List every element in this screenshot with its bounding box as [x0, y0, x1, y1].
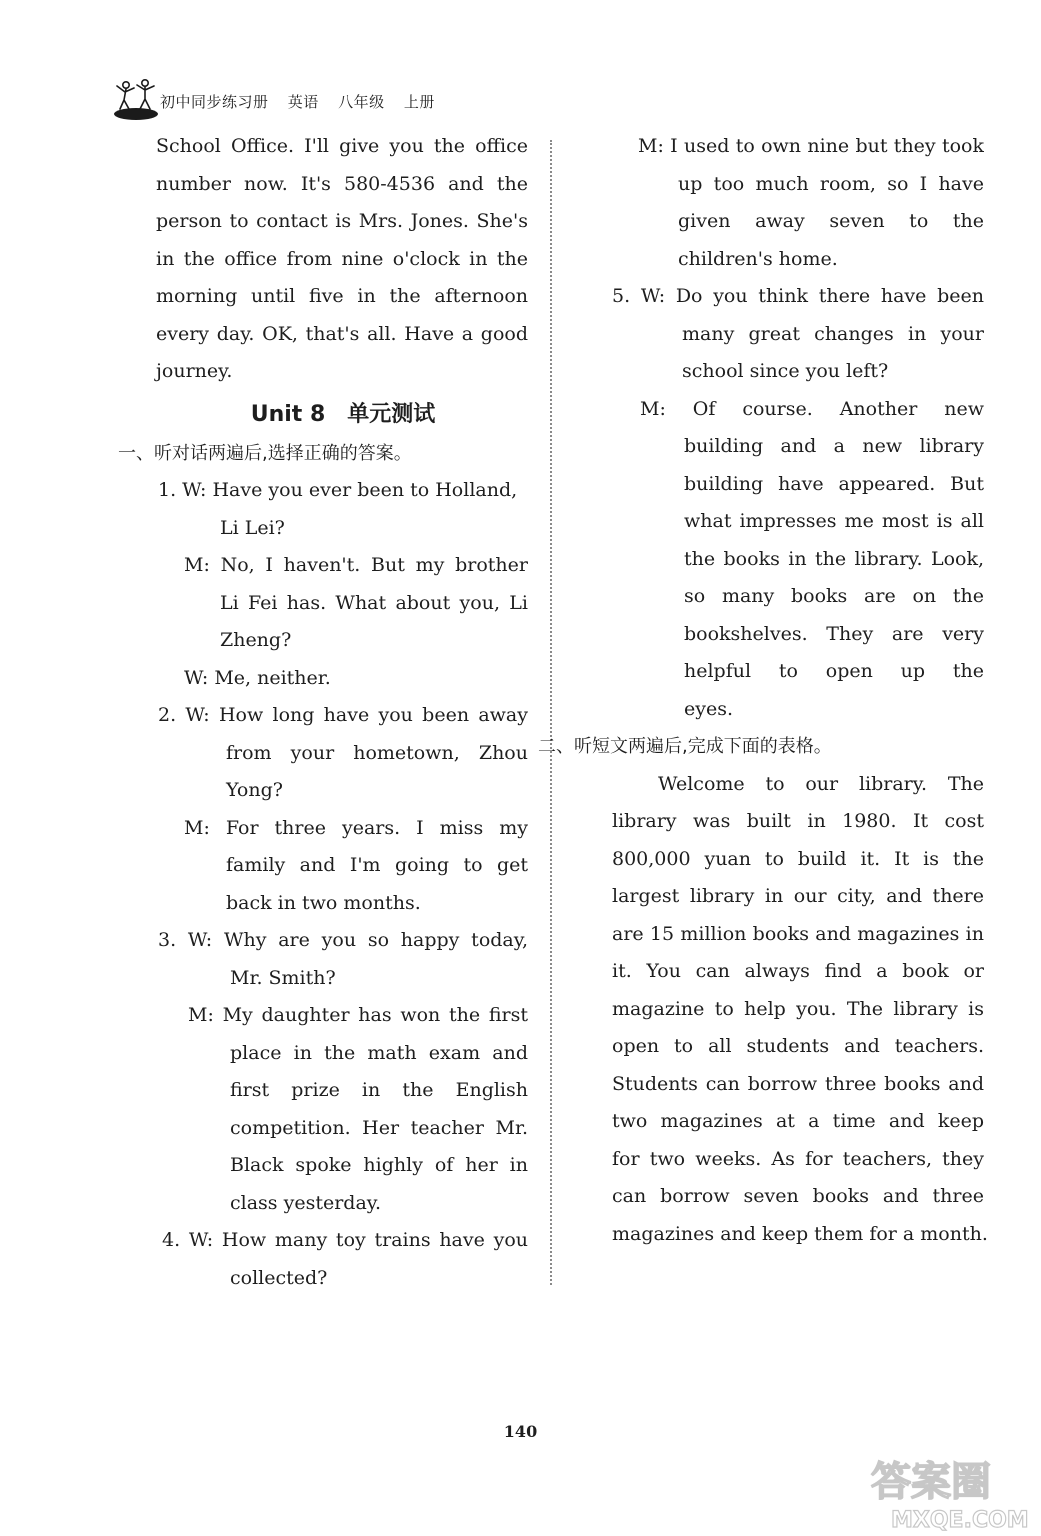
text-line: Black spoke highly of her in — [230, 1154, 528, 1176]
text-line: 3. W: Why are you so happy today, — [158, 929, 528, 951]
text-line: Li Lei? — [220, 516, 285, 539]
column-divider — [550, 140, 552, 1285]
text-line: given away seven to the — [678, 210, 984, 232]
text-line: library was built in 1980. It cost — [612, 810, 984, 832]
page-header — [112, 76, 472, 126]
left-column — [118, 128, 528, 1297]
text-line: what impresses me most is all — [684, 510, 984, 532]
book-name: 初中同步练习册 — [160, 93, 269, 111]
text-line: every day. OK, that's all. Have a good — [156, 322, 528, 345]
text-line: back in two months. — [226, 891, 421, 914]
text-line: M: I used to own nine but they took — [638, 135, 984, 157]
text-line: helpful to open up the — [684, 660, 984, 682]
watermark-url: MXQE.COM — [891, 1508, 1029, 1533]
text-line: M: My daughter has won the first — [188, 1004, 528, 1026]
text-line: School Office. I'll give you the office — [156, 135, 528, 157]
text-line: magazines and keep them for a month. — [612, 1222, 988, 1245]
text-line: 1. W: Have you ever been to Holland, — [158, 479, 518, 501]
text-line: M: Of course. Another new — [640, 397, 984, 420]
text-line: school since you left? — [682, 360, 889, 382]
students-logo-icon — [112, 76, 160, 122]
text-line: 2. W: How long have you been away — [158, 704, 528, 726]
text-line: largest library in our city, and there — [612, 885, 984, 907]
text-line: M: For three years. I miss my — [184, 816, 528, 839]
page-number: 140 — [503, 1422, 538, 1441]
text-line: W: Me, neither. — [184, 666, 331, 689]
text-line: 800,000 yuan to build it. It is the — [612, 847, 984, 870]
text-line: the books in the library. Look, — [684, 547, 984, 570]
text-line: family and I'm going to get — [226, 854, 528, 876]
text-line: many great changes in your — [682, 322, 984, 345]
right-column — [538, 128, 988, 1253]
text-line: building and a new library — [684, 435, 984, 457]
unit-title: Unit 8 单元测试 — [250, 401, 436, 427]
text-line: collected? — [230, 1266, 328, 1289]
text-line: Welcome to our library. The — [658, 772, 984, 795]
grade-name: 八年级 — [338, 93, 385, 111]
text-line: Students can borrow three books and — [612, 1072, 984, 1095]
text-line: can borrow seven books and three — [612, 1185, 984, 1207]
text-line: so many books are on the — [684, 585, 984, 607]
book-title — [160, 91, 449, 112]
text-line: Yong? — [226, 779, 283, 801]
text-line: from your hometown, Zhou — [226, 741, 528, 764]
text-line: two magazines at a time and keep — [612, 1110, 984, 1132]
text-line: children's home. — [678, 247, 838, 270]
watermark-logo-icon — [855, 1455, 1035, 1533]
text-line: bookshelves. They are very — [684, 622, 984, 645]
text-line: journey. — [156, 360, 233, 382]
text-line: 5. W: Do you think there have been — [612, 285, 984, 307]
volume-name: 上册 — [403, 93, 435, 111]
text-line: are 15 million books and magazines in — [612, 922, 984, 945]
text-line: number now. It's 580-4536 and the — [156, 172, 528, 195]
text-line: morning until five in the afternoon — [156, 285, 528, 307]
watermark-chinese: 答案圈 — [871, 1459, 991, 1505]
text-line: first prize in the English — [230, 1079, 528, 1101]
text-line: Mr. Smith? — [230, 966, 336, 989]
text-line: 4. W: How many toy trains have you — [162, 1229, 528, 1251]
text-line: competition. Her teacher Mr. — [230, 1116, 528, 1139]
text-line: Li Fei has. What about you, Li — [220, 591, 528, 614]
text-line: person to contact is Mrs. Jones. She's — [156, 210, 528, 232]
text-line: Zheng? — [220, 629, 292, 651]
subject-name: 英语 — [287, 93, 319, 111]
text-line: in the office from nine o'clock in the — [156, 247, 528, 270]
section-heading: 二、听短文两遍后,完成下面的表格。 — [538, 736, 832, 757]
section-heading: 一、听对话两遍后,选择正确的答案。 — [118, 442, 412, 464]
text-line: open to all students and teachers. — [612, 1035, 984, 1057]
text-line: place in the math exam and — [230, 1041, 528, 1064]
text-line: for two weeks. As for teachers, they — [612, 1147, 984, 1170]
text-line: class yesterday. — [230, 1191, 382, 1214]
text-line: magazine to help you. The library is — [612, 997, 984, 1020]
text-line: M: No, I haven't. But my brother — [184, 554, 528, 576]
text-line: eyes. — [684, 697, 734, 720]
text-line: up too much room, so I have — [678, 172, 984, 195]
text-line: building have appeared. But — [684, 472, 984, 495]
text-line: it. You can always find a book or — [612, 960, 984, 982]
